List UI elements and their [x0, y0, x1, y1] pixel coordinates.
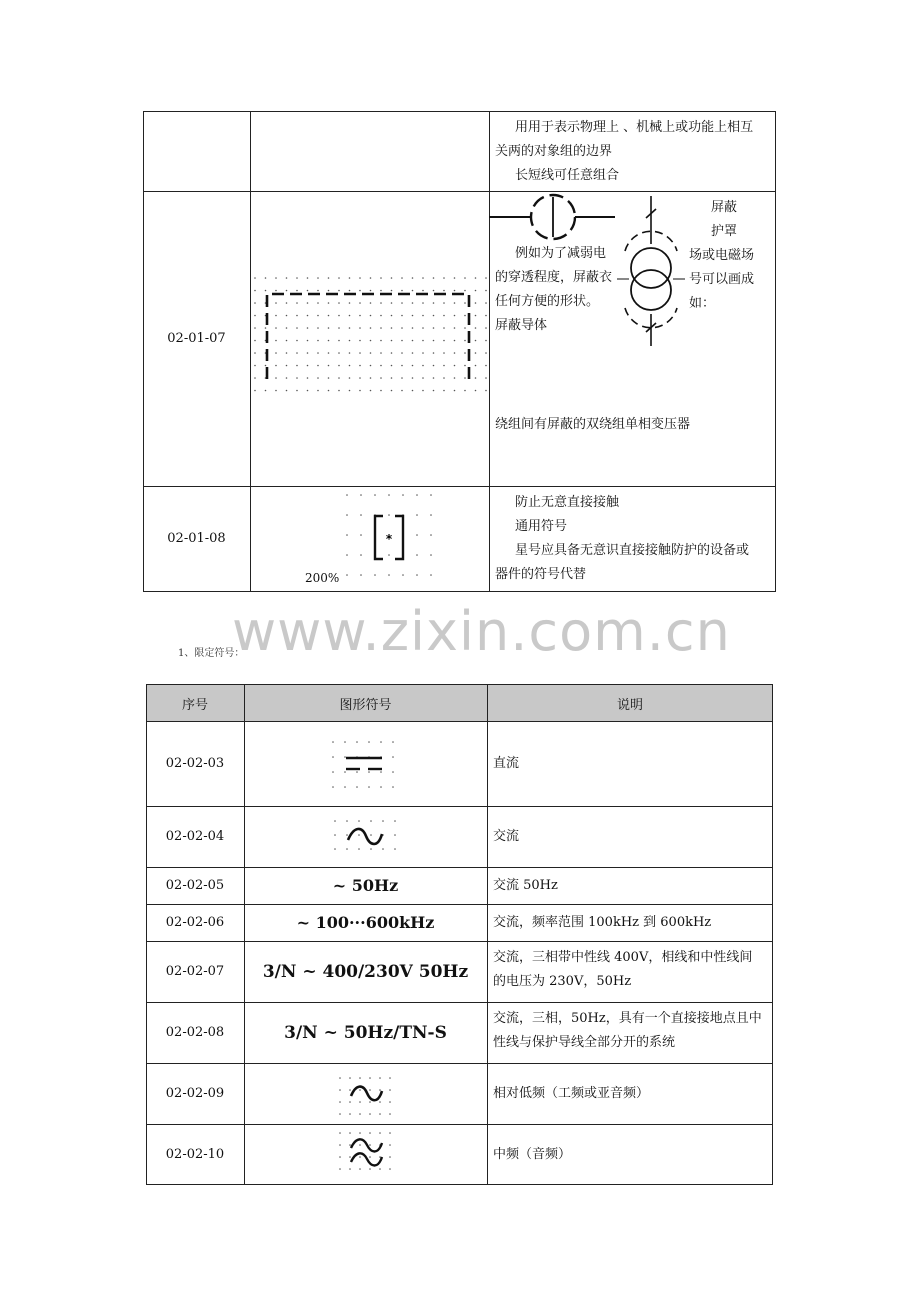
table-row-code: 02-02-07: [165, 964, 225, 979]
shield-boundary-symbol: [253, 276, 488, 401]
desc-line: 屏蔽: [711, 200, 738, 215]
row-description: [495, 491, 775, 587]
table-row-code: 02-02-09: [165, 1086, 225, 1101]
header-symbol: 图形符号: [339, 698, 392, 713]
protection-symbol: [343, 491, 443, 586]
table-row-description: 交流，频率范围 100kHz 到 600kHz: [493, 915, 712, 930]
desc-line: 长短线可任意组合: [515, 168, 620, 183]
table-row-description: 直流: [493, 756, 520, 771]
symbol-text: 3/N ~ 50Hz/TN-S: [284, 1023, 447, 1043]
table-row-description: [493, 946, 752, 994]
table-row-code: 02-02-06: [165, 915, 225, 930]
desc-line: 的电压为 230V，50Hz: [493, 974, 632, 989]
scale-label: 200%: [305, 571, 340, 585]
symbol-text: ~ 100···600kHz: [296, 913, 435, 932]
desc-line: 用用于表示物理上 、机械上或功能上相互: [515, 120, 754, 135]
table-row-code: 02-02-03: [165, 756, 225, 771]
row-code: 02-01-07: [167, 331, 226, 346]
header-code: 序号: [181, 698, 208, 713]
row-description-right: [689, 196, 775, 316]
desc-line: 任何方便的形状。: [495, 294, 600, 309]
svg-text:*: *: [385, 532, 393, 546]
desc-line: 交流，三相，50Hz，具有一个直接接地点且中: [493, 1011, 762, 1026]
desc-line: 场或电磁场: [689, 248, 755, 263]
symbol-text: 3/N ~ 400/230V 50Hz: [262, 962, 469, 982]
symbol-text: ~ 50Hz: [332, 876, 399, 895]
desc-line: 星号应具备无意识直接接触防护的设备或: [515, 543, 750, 558]
medium-frequency-symbol: [337, 1130, 397, 1180]
table-row-description: 交流: [493, 829, 520, 844]
desc-line: 屏蔽导体: [495, 318, 548, 333]
table-row-code: 02-02-08: [165, 1025, 225, 1040]
transformer-caption: 绕组间有屏蔽的双绕组单相变压器: [495, 417, 691, 432]
table-row-code: 02-02-05: [165, 878, 225, 893]
section-label: 1、限定符号：: [178, 648, 245, 659]
desc-line: 性线与保护导线全部分开的系统: [493, 1035, 676, 1050]
table-row-description: [493, 1007, 762, 1055]
direct-current-symbol: [330, 739, 400, 789]
desc-line: 例如为了减弱电: [515, 246, 607, 261]
desc-line: 交流，三相带中性线 400V，相线和中性线间: [493, 950, 753, 965]
row-description: [495, 116, 775, 188]
table-row-code: 02-02-04: [165, 829, 225, 844]
table-row-code: 02-02-10: [165, 1147, 225, 1162]
desc-line: 器件的符号代替: [495, 567, 587, 582]
low-frequency-symbol: [337, 1075, 397, 1115]
table-row-description: 中频（音频）: [493, 1147, 572, 1162]
header-description: 说明: [616, 698, 643, 713]
row-code: 02-01-08: [167, 531, 226, 546]
qualifying-symbols-table: [146, 684, 773, 1185]
row-description-left: [495, 242, 635, 338]
desc-line: 号可以画成: [689, 272, 755, 287]
desc-line: 通用符号: [515, 519, 568, 534]
table-row-description: 相对低频（工频或亚音频）: [493, 1086, 650, 1101]
desc-line: 护罩: [711, 224, 738, 239]
table-row-description: 交流 50Hz: [493, 878, 558, 893]
symbol-table-boundaries: [143, 111, 776, 592]
desc-line: 的穿透程度，屏蔽衣: [495, 270, 613, 285]
desc-line: 防止无意直接接触: [515, 495, 620, 510]
watermark: www.zixin.com.cn: [232, 600, 731, 663]
desc-line: 如：: [689, 296, 716, 311]
alternating-current-symbol: [332, 818, 402, 860]
desc-line: 关两的对象组的边界: [495, 144, 613, 159]
